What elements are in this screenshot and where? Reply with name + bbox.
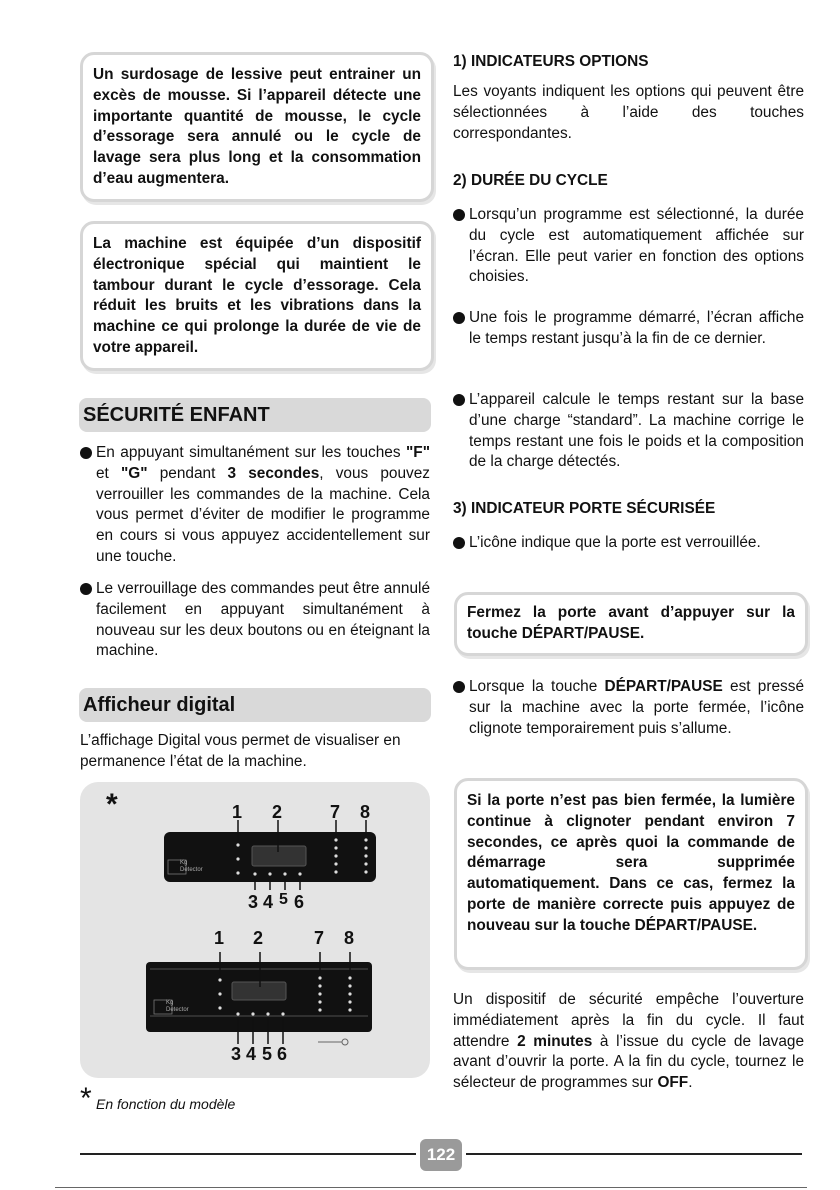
- close-door-text: Fermez la porte avant d’appuyer sur la touche DÉPART/PAUSE.: [467, 604, 795, 642]
- duration-bullet-2: [453, 308, 804, 350]
- label-4-bottom: 4: [246, 1044, 257, 1064]
- footer-rule-right: [466, 1153, 802, 1155]
- bullet-dot: [80, 447, 92, 459]
- label-1-top: 1: [232, 802, 243, 822]
- label-8-top: 8: [360, 802, 371, 822]
- label-3-top: 3: [248, 892, 259, 912]
- child-lock-bullet: [80, 443, 430, 568]
- options-indicator-heading: 1) INDICATEURS OPTIONS: [453, 53, 649, 70]
- drum-stabilizer-note: [80, 221, 434, 371]
- options-indicator-text: Les voyants indiquent les options qui peuvent être sélectionnées à l’aide des touches correspondantes.: [453, 83, 804, 142]
- bullet-dot: [453, 394, 465, 406]
- bullet-dot: [453, 312, 465, 324]
- door-text-1: L’icône indique que la porte est verrouillée.: [469, 534, 761, 551]
- display-diagram-panel: [80, 782, 430, 1078]
- duration-bullet-3: [453, 390, 804, 473]
- duration-text-1: Lorsqu’un programme est sélectionné, la durée du cycle est automatiquement affichée sur l’écran. Elle peut varier en fonction des options choisies.: [469, 206, 804, 286]
- label-5-top: 5: [279, 891, 288, 908]
- footnote-asterisk: *: [80, 1082, 92, 1115]
- bottom-brand-detector: Detector: [166, 1007, 189, 1013]
- duration-text-3: L’appareil calcule le temps restant sur la base d’une charge “standard”. La machine corrige le temps restant une fois le poids et la composition de la charge détectés.: [469, 391, 804, 471]
- door-indicator-heading: 3) INDICATEUR PORTE SÉCURISÉE: [453, 500, 716, 517]
- footnote-text: En fonction du modèle: [96, 1096, 236, 1112]
- digital-display-heading: [79, 688, 431, 722]
- door-bullet-1: [453, 533, 804, 554]
- door-not-closed-note: [454, 778, 808, 970]
- footer-bottom-rule: [55, 1187, 807, 1188]
- child-safety-heading: [79, 398, 431, 432]
- safety-device-text: Un dispositif de sécurité empêche l’ouverture immédiatement après la fin du cycle. Il faut attendre 2 minutes à l’issue du cycle de lavage avant d’ouvrir la porte. A la fin du cycle, tournez le sélecteur de programmes sur OFF.: [453, 991, 804, 1092]
- label-3-bottom: 3: [231, 1044, 242, 1064]
- door-not-closed-text: Si la porte n’est pas bien fermée, la lumière continue à clignoter pendant environ 7 secondes, ce après quoi la commande de démarrage sera supprimée automatiquement. Dans ce cas, fermez la porte de manière correcte puis appuyez de nouveau sur la touche DÉPART/PAUSE.: [467, 792, 795, 934]
- foam-warning-text: Un surdosage de lessive peut entrainer un excès de mousse. Si l’appareil détecte une importante quantité de mousse, le cycle d’essorage sera annulé ou le cycle de lavage sera plus long et la consommation d’eau augmentera.: [93, 66, 421, 187]
- label-7-top: 7: [330, 802, 341, 822]
- label-6-bottom: 6: [277, 1044, 288, 1064]
- bottom-brand-kg: Kg: [166, 1000, 174, 1006]
- label-2-bottom: 2: [253, 928, 264, 948]
- bullet-dot: [80, 583, 92, 595]
- label-8-bottom: 8: [344, 928, 355, 948]
- digital-display-intro: L’affichage Digital vous permet de visualiser en permanence l’état de la machine.: [80, 732, 401, 770]
- duration-text-2: Une fois le programme démarré, l’écran affiche le temps restant jusqu’à la fin de ce dernier.: [469, 309, 804, 347]
- label-6-top: 6: [294, 892, 305, 912]
- label-1-bottom: 1: [214, 928, 225, 948]
- digital-display-title: Afficheur digital: [83, 694, 236, 716]
- page-number-badge: 122: [420, 1139, 462, 1171]
- door-text-2: Lorsque la touche DÉPART/PAUSE est pressé sur la machine avec la porte fermée, l’icône clignote temporairement puis s’allume.: [469, 678, 805, 737]
- child-safety-title: SÉCURITÉ ENFANT: [83, 404, 270, 426]
- top-brand-kg: Kg: [180, 860, 188, 866]
- footer-rule-left: [80, 1153, 416, 1155]
- child-lock-text: En appuyant simultanément sur les touches "F" et "G" pendant 3 secondes, vous pouvez verrouiller les commandes de la machine. Cela vous permet d’éviter de modifier le programme en cours si vous appuyez accidentellement sur une touche.: [96, 444, 430, 565]
- bullet-dot: [453, 209, 465, 221]
- top-brand-detector: Detector: [180, 867, 203, 873]
- model-asterisk: *: [106, 788, 118, 821]
- close-door-note: [454, 592, 808, 656]
- drum-stabilizer-text: La machine est équipée d’un dispositif électronique spécial qui maintient le tambour durant le cycle d’essorage. Cela réduit les bruits et les vibrations dans la machine ce qui prolonge la durée de vie de votre appareil.: [93, 235, 421, 356]
- child-unlock-bullet: [80, 579, 430, 662]
- label-4-top: 4: [263, 892, 274, 912]
- label-7-bottom: 7: [314, 928, 325, 948]
- bullet-dot: [453, 681, 465, 693]
- child-unlock-text: Le verrouillage des commandes peut être annulé facilement en appuyant simultanément à nouveau sur les deux boutons ou en éteignant la machine.: [96, 580, 430, 660]
- duration-bullet-1: [453, 205, 804, 288]
- label-5-bottom: 5: [262, 1044, 273, 1064]
- foam-warning-note: [80, 52, 434, 202]
- label-2-top: 2: [272, 802, 283, 822]
- cycle-duration-heading: 2) DURÉE DU CYCLE: [453, 172, 608, 189]
- bullet-dot: [453, 537, 465, 549]
- door-bullet-2: [453, 677, 804, 739]
